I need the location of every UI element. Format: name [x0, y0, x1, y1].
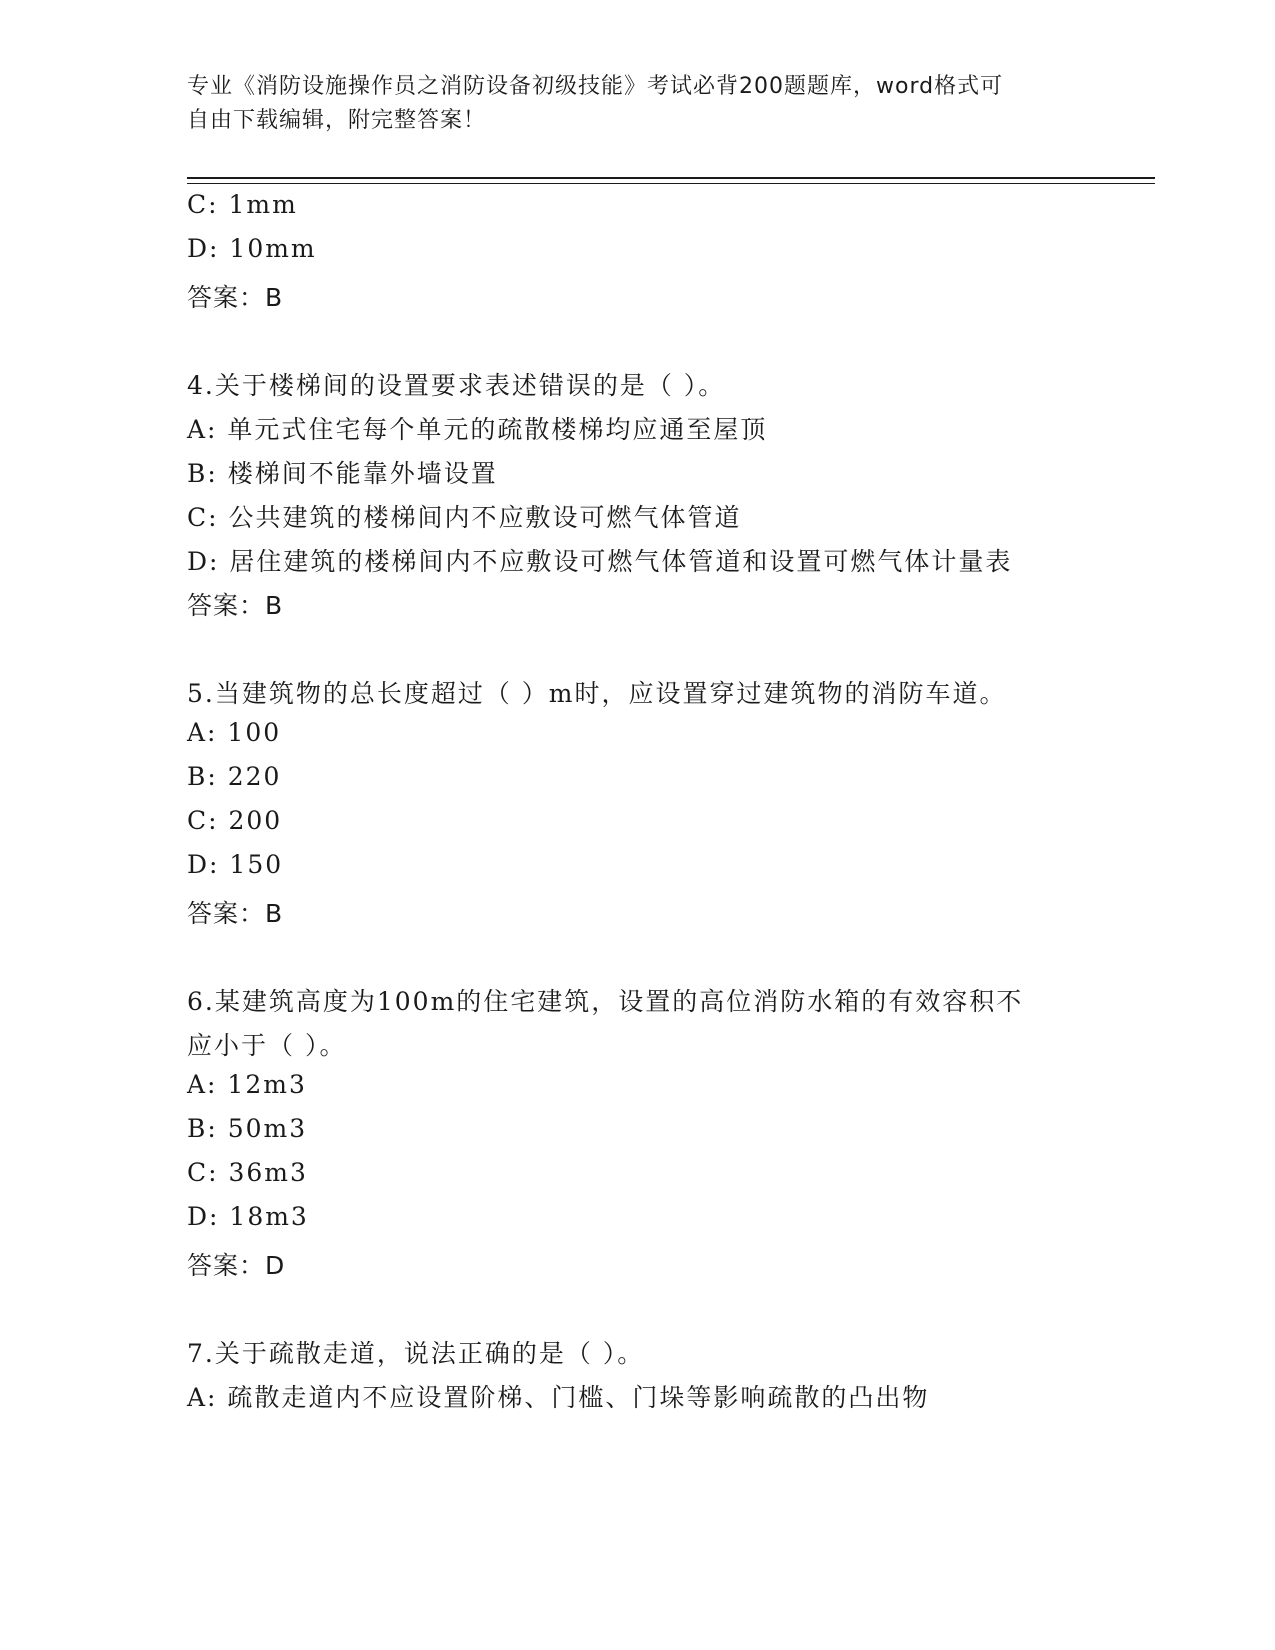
- answer-q6: 答案：D: [187, 1251, 286, 1280]
- option-c-q6: C: 36m3: [187, 1158, 308, 1187]
- option-a-q6: A: 12m3: [187, 1070, 307, 1099]
- option-a-q4: A: 单元式住宅每个单元的疏散楼梯均应通至屋顶: [187, 415, 768, 444]
- option-d-q6: D: 18m3: [187, 1202, 309, 1231]
- option-d-q5: D: 150: [187, 850, 284, 879]
- option-a-q5: A: 100: [187, 718, 282, 747]
- header-line-1: 专业《消防设施操作员之消防设备初级技能》考试必背200题题库，word格式可: [187, 74, 1004, 99]
- question-7: 7.关于疏散走道，说法正确的是（ ）。: [187, 1339, 645, 1368]
- option-d-q4: D: 居住建筑的楼梯间内不应敷设可燃气体管道和设置可燃气体计量表: [187, 547, 1013, 576]
- option-c-q5: C: 200: [187, 806, 283, 835]
- header-rule-thin: [187, 183, 1155, 184]
- option-b-q6: B: 50m3: [187, 1114, 308, 1143]
- answer-q4: 答案：B: [187, 591, 284, 620]
- document-header: [187, 70, 1087, 138]
- header-rule-thick: [187, 177, 1155, 179]
- question-6: 6.某建筑高度为100m的住宅建筑，设置的高位消防水箱的有效容积不: [187, 987, 1024, 1016]
- option-c-q4: C: 公共建筑的楼梯间内不应敷设可燃气体管道: [187, 503, 742, 532]
- header-line-2: 自由下载编辑，附完整答案！: [187, 108, 487, 133]
- question-5: 5.当建筑物的总长度超过（ ）m时，应设置穿过建筑物的消防车道。: [187, 679, 1007, 708]
- option-d-q3: D: 10mm: [187, 234, 317, 263]
- option-b-q5: B: 220: [187, 762, 282, 791]
- answer-q5: 答案：B: [187, 899, 284, 928]
- option-c-q3: C: 1mm: [187, 190, 298, 219]
- question-6-cont: 应小于（ ）。: [187, 1031, 347, 1060]
- option-a-q7: A: 疏散走道内不应设置阶梯、门槛、门垛等影响疏散的凸出物: [187, 1383, 930, 1412]
- answer-q3: 答案：B: [187, 283, 284, 312]
- option-b-q4: B: 楼梯间不能靠外墙设置: [187, 459, 498, 488]
- question-4: 4.关于楼梯间的设置要求表述错误的是（ ）。: [187, 371, 726, 400]
